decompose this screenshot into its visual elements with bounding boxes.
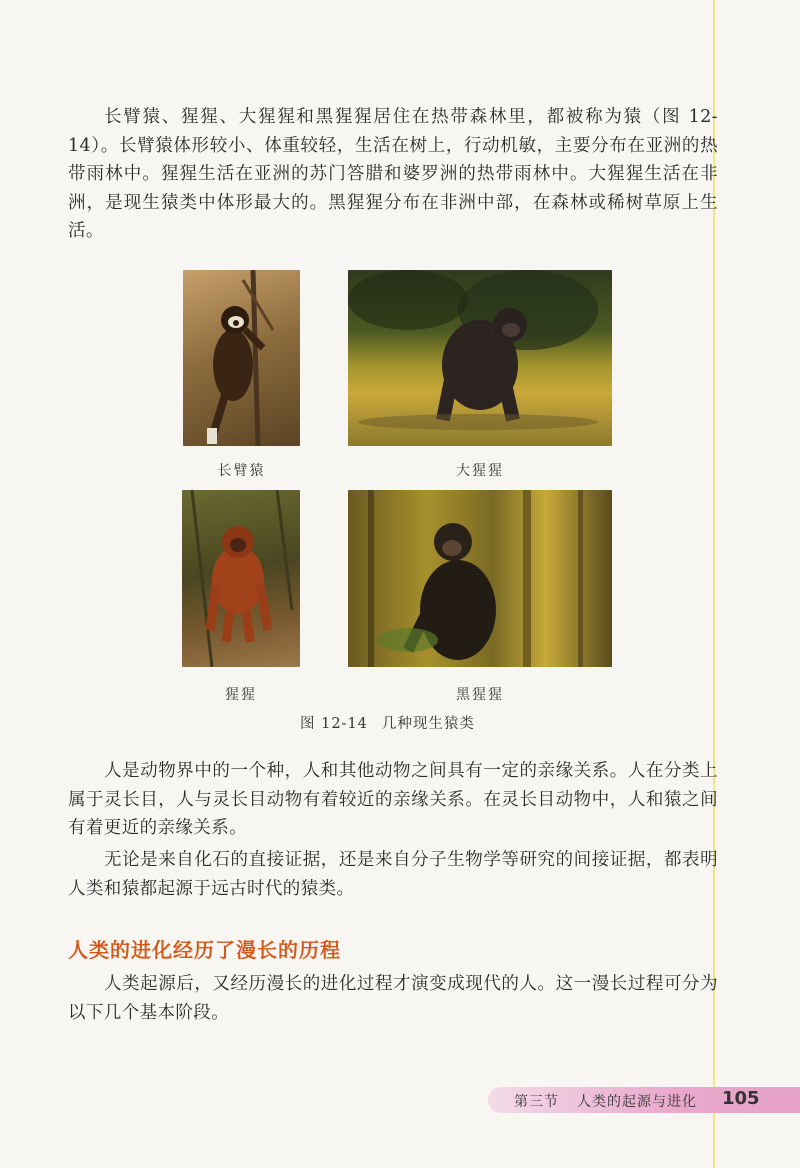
paragraph-evolution-stages: 人类起源后，又经历漫长的进化过程才演变成现代的人。这一漫长过程可分为以下几个基本阶段。	[68, 974, 718, 1023]
chimpanzee-illustration	[348, 490, 612, 667]
running-footer	[514, 1091, 715, 1111]
footer-section: 第三节	[514, 1094, 559, 1110]
caption-gibbon: 长臂猿	[217, 463, 266, 479]
photo-chimpanzee	[348, 490, 612, 667]
photo-gorilla	[348, 270, 612, 446]
photo-gibbon	[183, 270, 300, 446]
footer-chapter-title: 人类的起源与进化	[577, 1094, 697, 1110]
section-heading: 人类的进化经历了漫长的历程	[68, 938, 341, 962]
figure-number: 图 12-14	[300, 716, 368, 732]
gibbon-illustration	[183, 270, 300, 446]
caption-gorilla: 大猩猩	[456, 463, 504, 479]
page-number: 105	[722, 1088, 760, 1109]
orangutan-illustration	[182, 490, 300, 667]
caption-orangutan: 猩猩	[225, 687, 257, 703]
paragraph-evidence: 无论是来自化石的直接证据，还是来自分子生物学等研究的间接证据，都表明人类和猿都起源于远古时代的猿类。	[68, 850, 718, 899]
gorilla-illustration	[348, 270, 612, 446]
caption-chimpanzee: 黑猩猩	[456, 687, 504, 703]
paragraph-apes-intro: 长臂猿、猩猩、大猩猩和黑猩猩居住在热带森林里，都被称为猿（图 12-14）。长臂猿体形较小、体重较轻，生活在树上，行动机敏，主要分布在亚洲的热带雨林中。猩猩生活在亚洲的苏门答腊和婆罗洲的热带雨林中。大猩猩生活在非洲，是现生猿类中体形最大的。黑猩猩分布在非洲中部，在森林或稀树草原上生活。	[68, 107, 718, 241]
paragraph-human-relation: 人是动物界中的一个种，人和其他动物之间具有一定的亲缘关系。人在分类上属于灵长目，人与灵长目动物有着较近的亲缘关系。在灵长目动物中，人和猿之间有着更近的亲缘关系。	[68, 761, 718, 838]
photo-orangutan	[182, 490, 300, 667]
figure-title	[300, 712, 489, 733]
figure-caption: 几种现生猿类	[381, 716, 475, 732]
